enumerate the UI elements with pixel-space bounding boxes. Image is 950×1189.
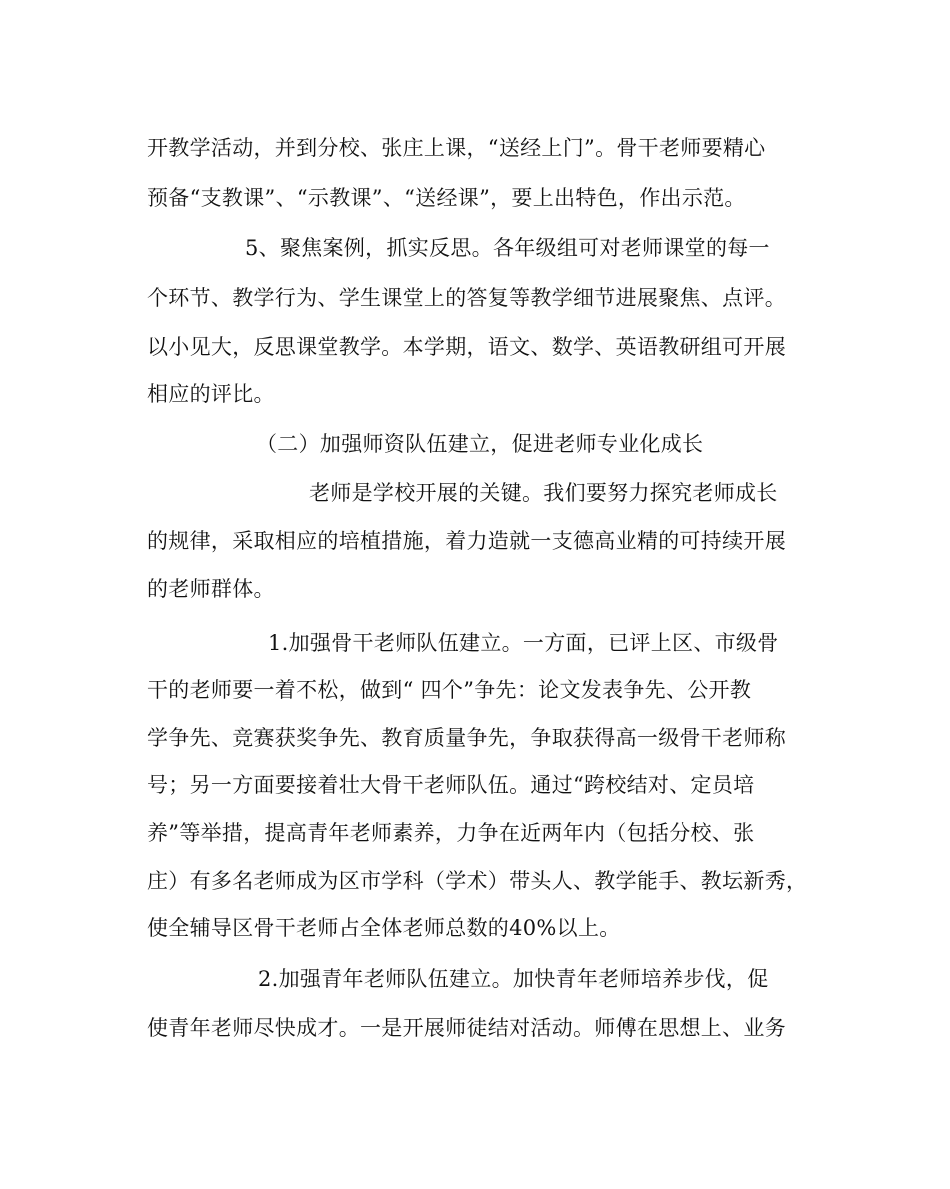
body-text-line: 干的老师要一着不松，做到“ 四个”争先：论文发表争先、公开教 bbox=[147, 678, 752, 702]
body-text-line: 预备“支教课”、“示教课”、“送经课”，要上出特色，作出示范。 bbox=[147, 186, 746, 210]
body-text-line: 庄）有多名老师成为区市学科（学术）带头人、教学能手、教坛新秀， bbox=[147, 869, 808, 893]
section-heading: （二）加强师资队伍建立，促进老师专业化成长 bbox=[256, 432, 704, 456]
body-text-line: 的老师群体。 bbox=[147, 577, 275, 601]
body-text-line: 相应的评比。 bbox=[147, 382, 275, 406]
body-text-line: 2.加强青年老师队伍建立。加快青年老师培养步伐，促 bbox=[258, 967, 769, 991]
body-text-line: 开教学活动，并到分校、张庄上课，“送经上门”。骨干老师要精心 bbox=[147, 136, 766, 160]
body-text-line: 使青年老师尽快成才。一是开展师徒结对活动。师傅在思想上、业务 bbox=[147, 1016, 786, 1040]
body-text-line: 号；另一方面要接着壮大骨干老师队伍。通过“跨校结对、定员培 bbox=[147, 773, 755, 797]
body-text-line: 5、聚焦案例，抓实反思。各年级组可对老师课堂的每一 bbox=[245, 236, 770, 260]
body-text-line: 个环节、教学行为、学生课堂上的答复等教学细节进展聚焦、点评。 bbox=[147, 286, 786, 310]
body-text-line: 老师是学校开展的关键。我们要努力探究老师成长 bbox=[309, 481, 778, 505]
body-text-line: 以小见大，反思课堂教学。本学期，语文、数学、英语教研组可开展 bbox=[147, 335, 786, 359]
body-text-line: 学争先、竞赛获奖争先、教育质量争先，争取获得高一级骨干老师称 bbox=[147, 726, 786, 750]
body-text-line: 养”等举措，提高青年老师素养，力争在近两年内（包括分校、张 bbox=[147, 821, 755, 845]
body-text-line: 1.加强骨干老师队伍建立。一方面，已评上区、市级骨 bbox=[268, 631, 779, 655]
body-text-line: 的规律，采取相应的培植措施，着力造就一支德高业精的可持续开展 bbox=[147, 529, 786, 553]
body-text-line: 使全辅导区骨干老师占全体老师总数的40%以上。 bbox=[147, 916, 621, 940]
